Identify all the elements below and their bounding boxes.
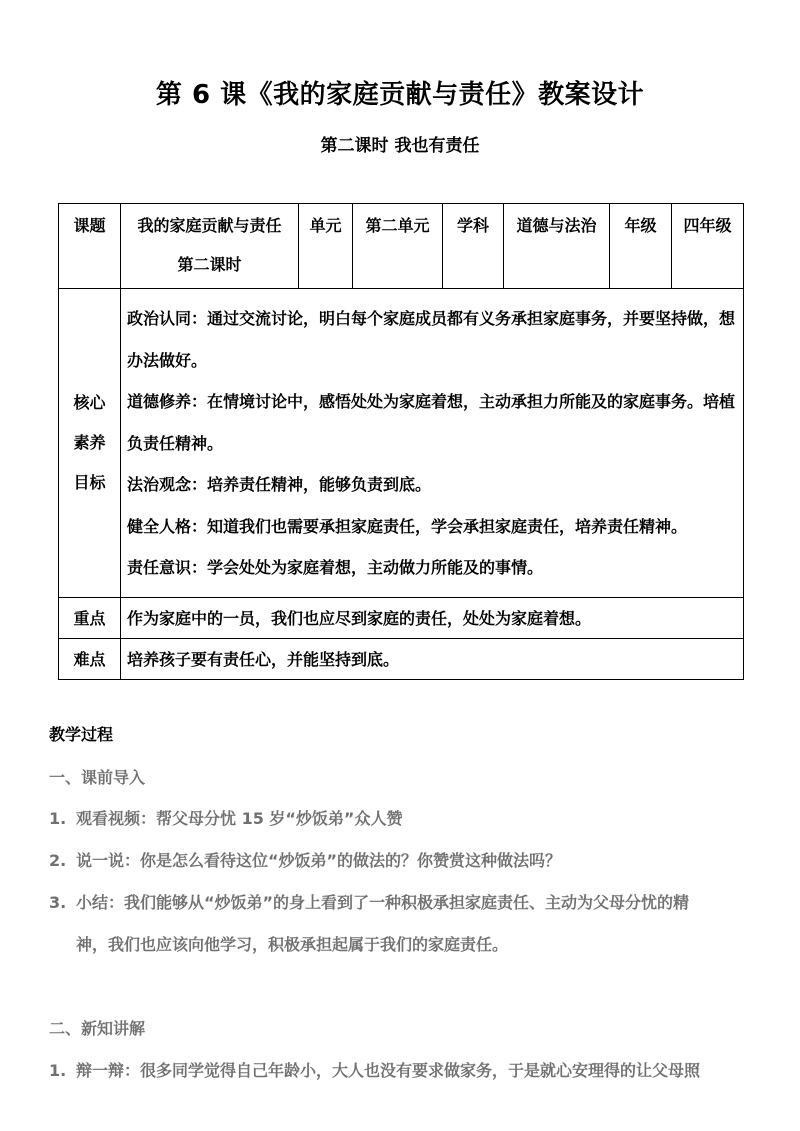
grade-value: 四年级 [672, 204, 744, 289]
difficulty-label: 难点 [59, 638, 121, 679]
section-heading: 一、课前导入 [49, 768, 146, 787]
lesson-name-cell [121, 204, 299, 289]
document-subtitle: 第二课时 我也有责任 [320, 136, 480, 156]
key-point-value: 作为家庭中的一员，我们也应尽到家庭的责任，处处为家庭着想。 [121, 597, 744, 638]
item-number: 2. [49, 851, 67, 870]
core-goals-row [59, 289, 744, 598]
difficulty-row [59, 638, 744, 679]
goal-item: 法治观念：培养责任精神，能够负责到底。 [127, 475, 432, 494]
item-number: 1. [49, 809, 67, 828]
document-title: 第 6 课《我的家庭贡献与责任》教案设计 [155, 80, 645, 110]
lesson-name: 我的家庭贡献与责任 [137, 216, 282, 235]
unit-label: 单元 [299, 204, 353, 289]
list-item [49, 1058, 700, 1081]
goal-item: 政治认同：通过交流讨论，明白每个家庭成员都有义务承担家庭事务，并要坚持做，想办法做好。 [127, 309, 736, 370]
list-item [49, 890, 689, 913]
item-text: 说一说：你是怎么看待这位“炒饭弟”的做法的？你赞赏这种做法吗？ [76, 851, 562, 870]
core-goals-label [59, 289, 121, 598]
core-label-line: 素养 [73, 432, 106, 452]
list-item [49, 806, 402, 829]
goal-item: 健全人格：知道我们也需要承担家庭责任，学会承担家庭责任，培养责任精神。 [127, 516, 688, 536]
core-label-line: 核心 [73, 392, 106, 412]
item-text: 辩一辩：很多同学觉得自己年龄小，大人也没有要求做家务，于是就心安理得的让父母照 [76, 1061, 701, 1080]
unit-value: 第二单元 [353, 204, 443, 289]
lesson-info-table [58, 203, 744, 680]
goal-item: 道德修养：在情境讨论中，感悟处处为家庭着想，主动承担力所能及的家庭事务。培植负责任精神。 [127, 392, 736, 453]
process-title: 教学过程 [49, 725, 114, 744]
subject-label: 学科 [443, 204, 504, 289]
core-label-line: 目标 [73, 472, 106, 492]
item-number: 1. [49, 1061, 67, 1080]
item-text: 小结：我们能够从“炒饭弟”的身上看到了一种积极承担家庭责任、主动为父母分忧的精 [76, 893, 690, 912]
section-heading: 二、新知讲解 [49, 1019, 146, 1038]
goal-item: 责任意识：学会处处为家庭着想，主动做力所能及的事情。 [127, 558, 544, 577]
table-header-row [59, 204, 744, 289]
key-point-label: 重点 [59, 597, 121, 638]
difficulty-value: 培养孩子要有责任心，并能坚持到底。 [121, 638, 744, 679]
lesson-period: 第二课时 [177, 255, 242, 274]
key-point-row [59, 597, 744, 638]
core-goals-content [121, 289, 744, 598]
grade-label: 年级 [610, 204, 672, 289]
item-number: 3. [49, 893, 67, 912]
lesson-label: 课题 [59, 204, 121, 289]
list-item-continuation: 神，我们也应该向他学习，积极承担起属于我们的家庭责任。 [76, 935, 509, 954]
list-item [49, 848, 561, 871]
item-text: 观看视频：帮父母分忧 15 岁“炒饭弟”众人赞 [76, 809, 403, 828]
subject-value: 道德与法治 [504, 204, 610, 289]
